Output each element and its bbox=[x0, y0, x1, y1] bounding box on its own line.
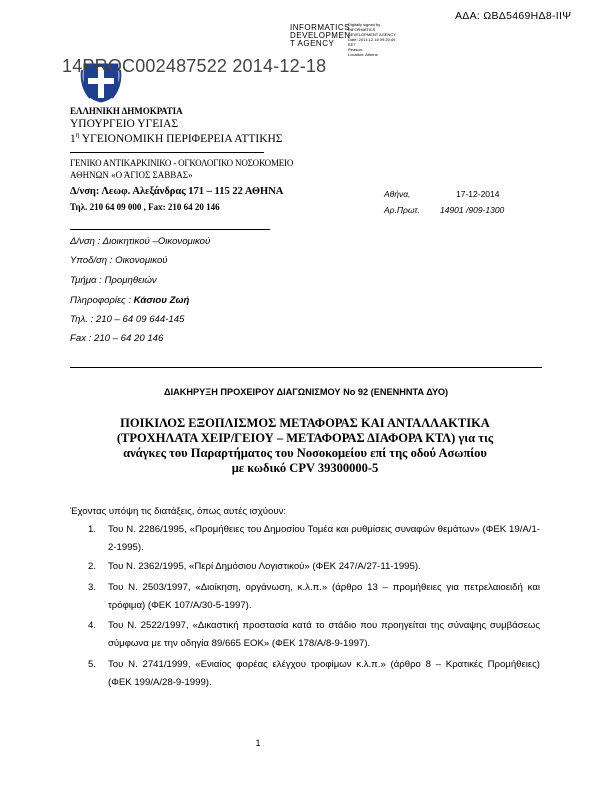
item-number: 3. bbox=[88, 582, 97, 593]
hospital-address: Δ/νση: Λεωφ. Αλεξάνδρας 171 – 115 22 ΑΘΗΝΑ bbox=[70, 186, 284, 197]
telephone: Τηλ. : 210 – 64 09 644-145 bbox=[70, 314, 185, 325]
protocol-number: 14901 /909-1300 bbox=[440, 205, 505, 215]
city-label: Αθήνα, bbox=[384, 189, 411, 199]
item-number: 5. bbox=[88, 659, 97, 670]
region-sup: η bbox=[75, 131, 80, 139]
subject-title-line: (ΤΡΟΧΗΛΑΤΑ ΧΕΙΡ/ΓΕΙΟΥ – ΜΕΤΑΦΟΡΑΣ ΔΙΑΦΟΡΑ ΚΤΛ) για τις bbox=[116, 431, 494, 445]
agency-line: DEVELOPMEN bbox=[290, 31, 351, 40]
info-name: Κάσιου Ζωή bbox=[133, 295, 190, 306]
item-number: 1. bbox=[88, 524, 97, 535]
digital-signature bbox=[348, 22, 396, 57]
ada-code: ΑΔΑ: ΩΒΔ5469ΗΔ8-ΙΙΨ bbox=[455, 10, 572, 22]
subject-title bbox=[90, 416, 520, 476]
region-number: 1 bbox=[70, 132, 76, 145]
subdirectorate: Υποδ/ση : Οικονομικού bbox=[70, 255, 168, 266]
signature-line: EET bbox=[348, 42, 356, 47]
subject-title-line: ΠΟΙΚΙΛΟΣ ΕΞΟΠΛΙΣΜΟΣ ΜΕΤΑΦΟΡΑΣ ΚΑΙ ΑΝΤΑΛΛΑΚΤΙΚΑ bbox=[120, 416, 490, 430]
fax: Fax : 210 – 64 20 146 bbox=[70, 333, 164, 344]
divider bbox=[70, 367, 542, 368]
page-number: 1 bbox=[255, 738, 261, 748]
ministry-label: ΥΠΟΥΡΓΕΙΟ ΥΓΕΙΑΣ bbox=[70, 118, 179, 130]
agency-block bbox=[290, 24, 351, 48]
list-item: Του Ν. 2362/1995, «Περί Δημόσιου Λογιστικού» (ΦΕΚ 247/Α/27-11-1995). bbox=[108, 561, 421, 572]
subject-title-line: με κωδικό CPV 39300000-5 bbox=[231, 461, 379, 475]
list-item: Του Ν. 2503/1997, «Διοίκηση, οργάνωση, κ.λ.π.» (άρθρο 13 – προμήθειες για πετρελαιοειδή και τρόφιμα) (ΦΕΚ 107/Α/30-5-1997). bbox=[108, 582, 540, 611]
protocol-label: Αρ.Πρωτ. bbox=[384, 205, 420, 215]
hospital-name-line1: ΓΕΝΙΚΟ ΑΝΤΙΚΑΡΚΙΝΙΚΟ - ΟΓΚΟΛΟΓΙΚΟ ΝΟΣΟΚΟΜΕΙΟ bbox=[70, 158, 294, 168]
signature-line: DEVELOPMENT AGENCY bbox=[348, 32, 396, 37]
list-item: Του Ν. 2741/1999, «Ενιαίος φορέας ελέγχου τροφίμων κ.λ.π.» (άρθρο 8 – Κρατικές Προμήθειες) (ΦΕΚ 199/Α/28-9-1999). bbox=[108, 659, 540, 688]
signature-line: Reason: bbox=[348, 47, 363, 52]
hospital-name-line2: ΑΘΗΝΩΝ «Ο ΆΓΙΟΣ ΣΑΒΒΑΣ» bbox=[70, 170, 193, 180]
list-item: Του Ν. 2286/1995, «Προμήθειες του Δημοσίου Τομέα και ρυθμίσεις συναφών θεμάτων» (ΦΕΚ 19/Α/1-2-1995). bbox=[108, 524, 540, 553]
subject-title-line: ανάγκες του Παραρτήματος του Νοσοκομείου επί της οδού Ασωπίου bbox=[123, 446, 487, 460]
list-item: Του Ν. 2522/1997, «Δικαστική προστασία κατά το στάδιο που προηγείται της σύναψης συμβάσεως σύμφωνα με την οδηγία 89/665 ΕΟΚ» (ΦΕΚ 178/Α/8-9-1997). bbox=[108, 620, 540, 649]
agency-line: INFORMATICS bbox=[290, 23, 351, 32]
signature-line: Location: Athens bbox=[348, 52, 378, 57]
department: Τμήμα : Προμηθειών bbox=[70, 275, 157, 286]
agency-line: T AGENCY bbox=[290, 39, 335, 48]
divider bbox=[70, 229, 270, 230]
signature-line: INFORMATICS bbox=[348, 27, 376, 32]
region-rest: ΥΓΕΙΟΝΟΜΙΚΗ ΠΕΡΙΦΕΡΕΙΑ ΑΤΤΙΚΗΣ bbox=[79, 132, 283, 145]
region-label bbox=[70, 131, 283, 145]
info-label: Πληροφορίες : bbox=[70, 295, 134, 306]
information-contact bbox=[70, 295, 189, 306]
document-date: 17-12-2014 bbox=[456, 189, 500, 199]
protocol-stamp: 14PROC002487522 2014-12-18 bbox=[62, 56, 327, 76]
signature-line: Digitally signed by bbox=[348, 22, 381, 27]
directorate: Δ/νση : Διοικητικού –Οικονομικού bbox=[70, 236, 211, 247]
announcement-title: ΔΙΑΚΗΡΥΞΗ ΠΡΟΧΕΙΡΟΥ ΔΙΑΓΩΝΙΣΜΟΥ Νο 92 (ΕΝΕΝΗΝΤΑ ΔΥΟ) bbox=[163, 387, 449, 397]
hospital-phone: Τηλ. 210 64 09 000 , Fax: 210 64 20 146 bbox=[70, 202, 220, 212]
item-number: 2. bbox=[88, 561, 97, 572]
item-number: 4. bbox=[88, 620, 97, 631]
divider bbox=[70, 152, 264, 153]
signature-line: Date: 2014.12.18 09:20:49 bbox=[348, 37, 396, 42]
intro-text: Έχοντας υπόψη τις διατάξεις, όπως αυτές ισχύουν: bbox=[70, 506, 287, 517]
republic-label: ΕΛΛΗΝΙΚΗ ΔΗΜΟΚΡΑΤΙΑ bbox=[70, 106, 183, 116]
